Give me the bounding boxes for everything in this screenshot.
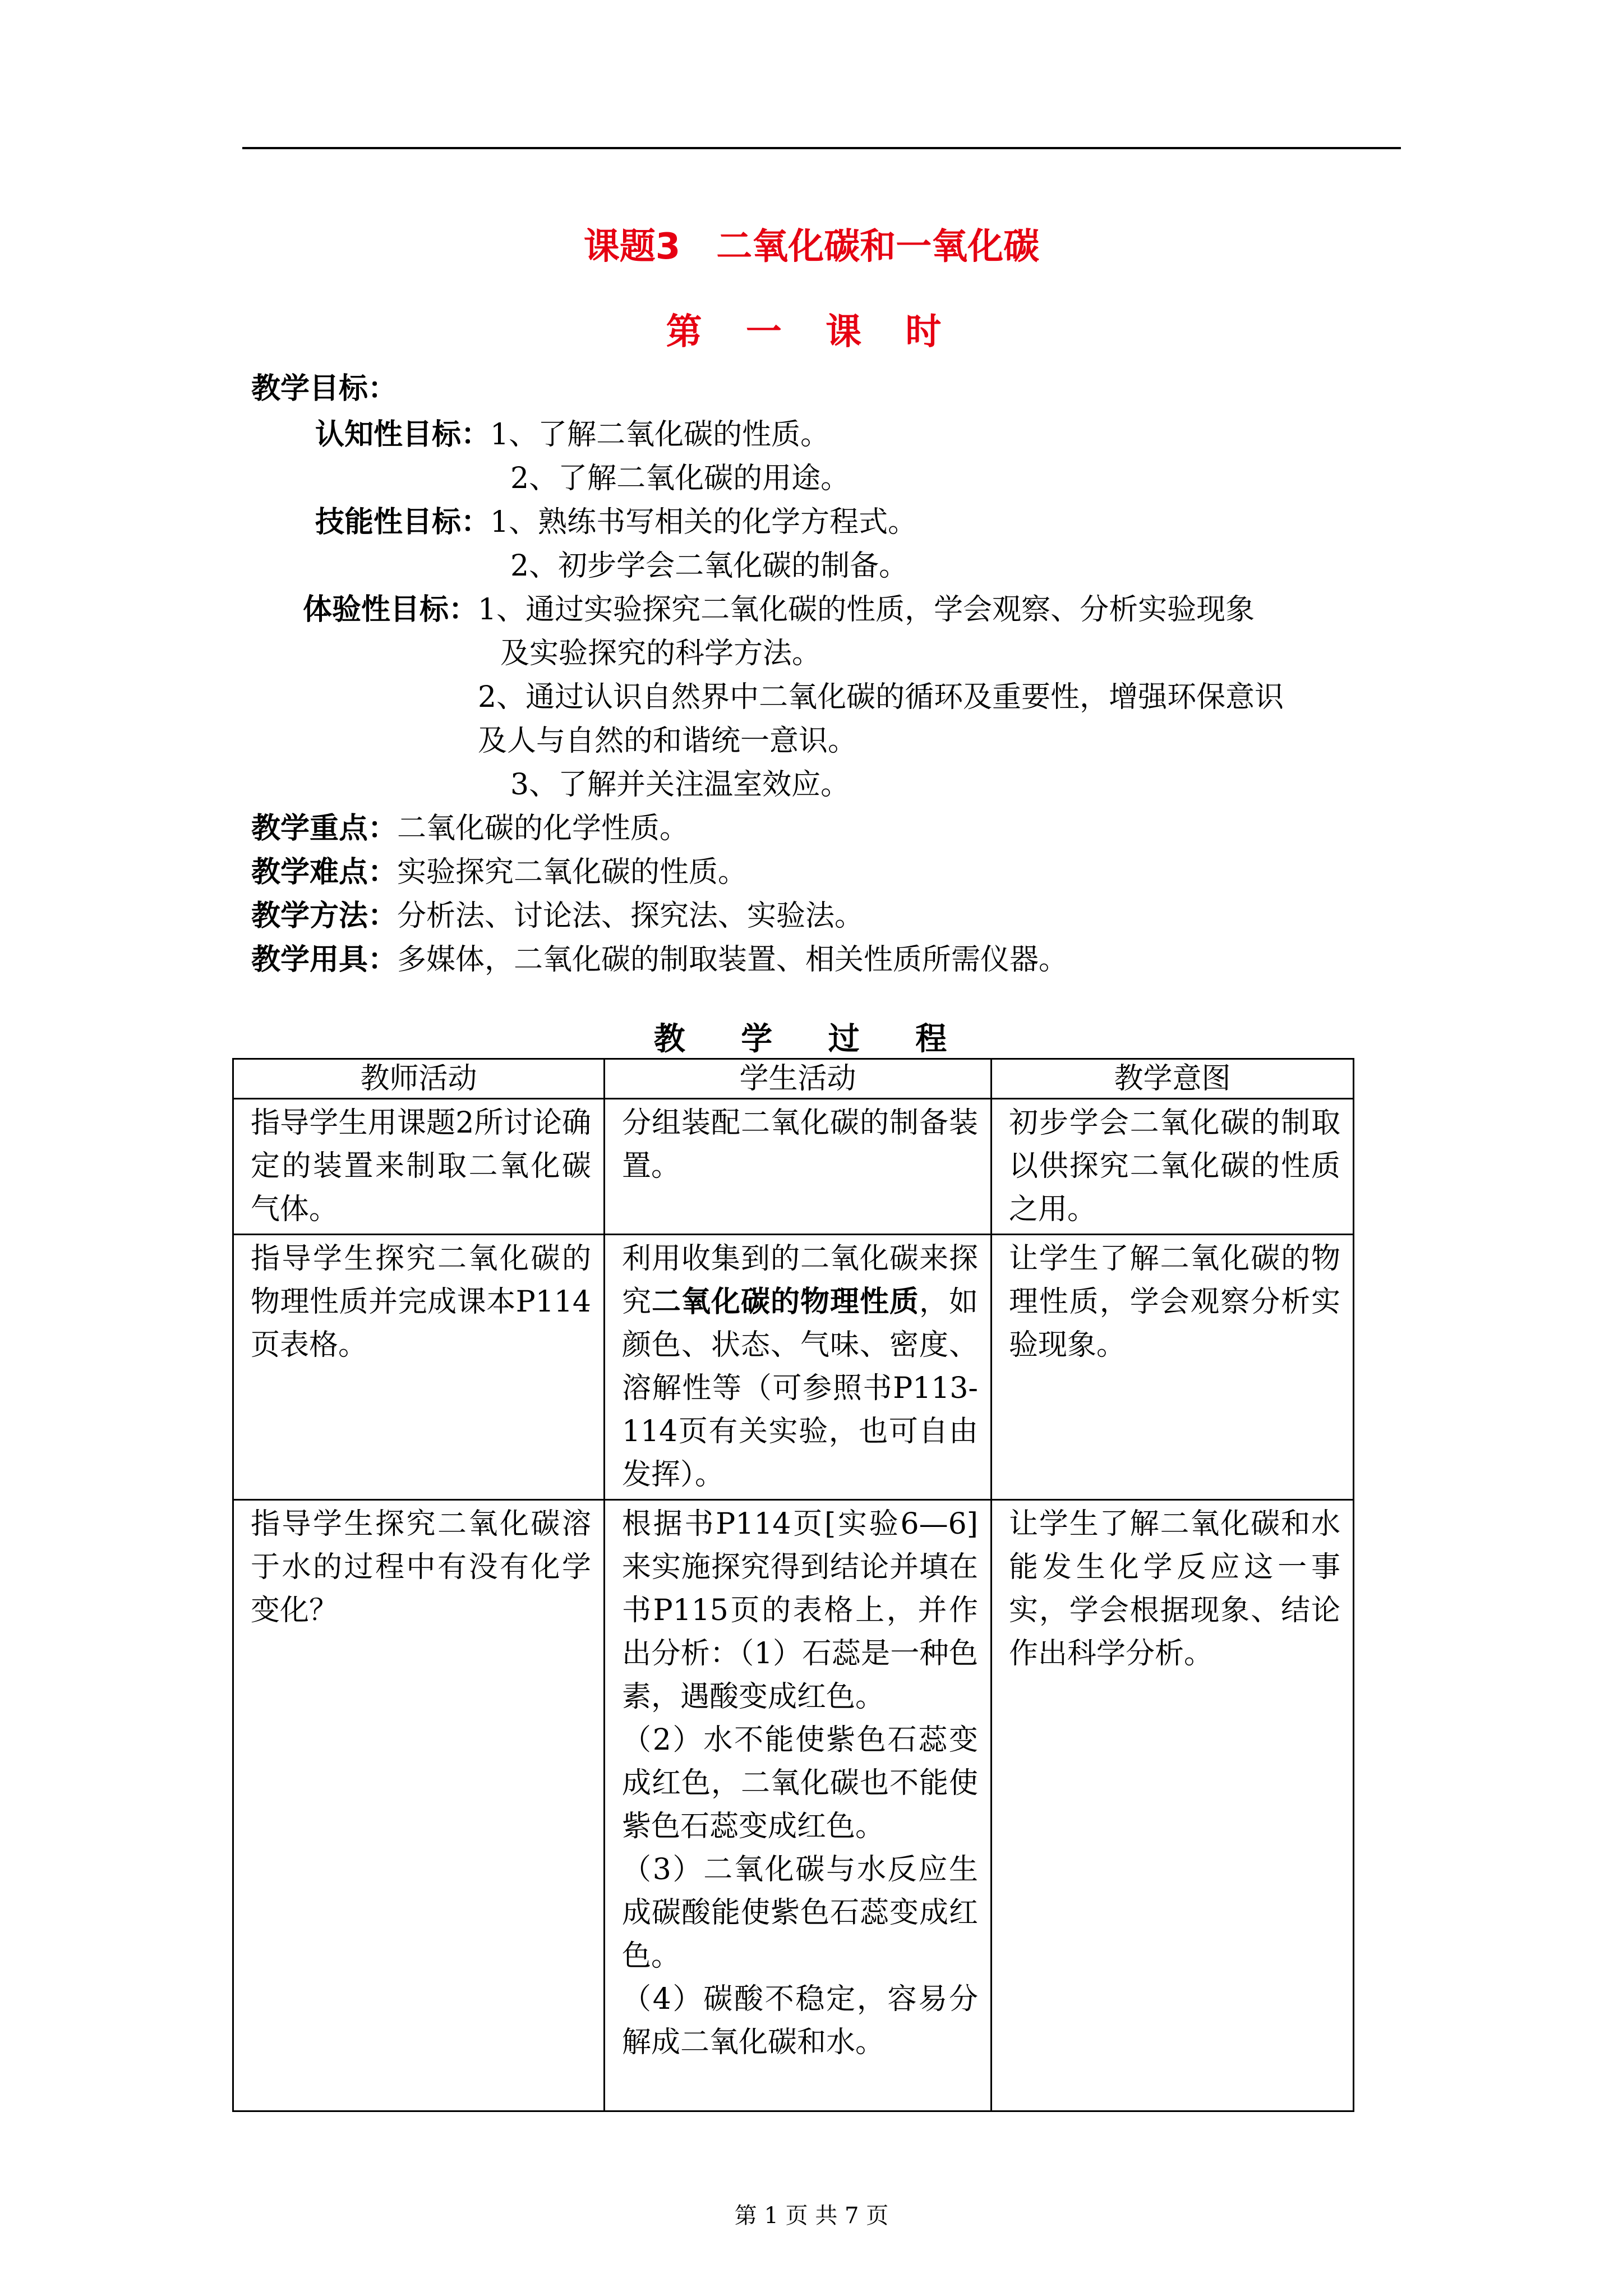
skill-goal-1 <box>315 504 917 541</box>
tools-value: 多媒体，二氧化碳的制取装置、相关性质所需仪器。 <box>397 943 1068 977</box>
experience-label: 体验性目标： <box>303 593 478 627</box>
lesson-subtitle: 第 一 课 时 <box>666 311 957 353</box>
process-table <box>232 1058 1354 2112</box>
header-rule <box>242 147 1401 149</box>
method-value: 分析法、讨论法、探究法、实验法。 <box>397 899 864 933</box>
table-row <box>233 1099 1354 1235</box>
intent-cell: 让学生了解二氧化碳的物理性质，学会观察分析实验现象。 <box>992 1235 1354 1500</box>
experience-item-2a: 2、通过认识自然界中二氧化碳的循环及重要性，增强环保意识 <box>478 680 1284 714</box>
student-cell <box>605 1500 992 2111</box>
cognitive-item-2: 2、了解二氧化碳的用途。 <box>510 462 850 495</box>
difficulty-point <box>251 854 747 891</box>
skill-item-1: 1、熟练书写相关的化学方程式。 <box>490 505 917 539</box>
intent-cell: 让学生了解二氧化碳和水能发生化学反应这一事实，学会根据现象、结论作出科学分析。 <box>992 1500 1354 2111</box>
page-footer: 第 1 页 共 7 页 <box>734 2203 889 2229</box>
key-value: 二氧化碳的化学性质。 <box>397 812 689 845</box>
student-para: （4）碳酸不稳定，容易分解成二氧化碳和水。 <box>622 1982 978 2059</box>
skill-item-2: 2、初步学会二氧化碳的制备。 <box>510 549 909 583</box>
cognitive-goal-1 <box>315 416 829 453</box>
tools-label: 教学用具： <box>251 943 398 977</box>
key-label: 教学重点： <box>251 812 398 845</box>
experience-item-1b: 及实验探究的科学方法。 <box>500 637 822 670</box>
student-text-bold: 二氧化碳的物理性质 <box>652 1285 919 1319</box>
objectives-heading: 教学目标： <box>251 372 398 406</box>
difficulty-label: 教学难点： <box>251 855 398 889</box>
header-student: 学生活动 <box>605 1059 992 1099</box>
student-para: 分组装配二氧化碳的制备装置。 <box>622 1106 978 1183</box>
intent-cell: 初步学会二氧化碳的制取以供探究二氧化碳的性质之用。 <box>992 1099 1354 1235</box>
table-row <box>233 1500 1354 2111</box>
student-text-post: ，如颜色、状态、气味、密度、溶解性等（可参照书P113-114页有关实验，也可自由发挥）。 <box>622 1285 978 1492</box>
lesson-title: 课题3 二氧化碳和一氧化碳 <box>583 226 1040 268</box>
header-teacher: 教师活动 <box>233 1059 605 1099</box>
experience-item-2b: 及人与自然的和谐统一意识。 <box>478 724 857 758</box>
student-text-pre: 利用收集到的二氧化碳来探究 <box>622 1242 978 1319</box>
table-row <box>233 1235 1354 1500</box>
method-label: 教学方法： <box>251 899 398 933</box>
method-point <box>251 898 864 935</box>
experience-item-3: 3、了解并关注温室效应。 <box>510 768 850 802</box>
header-intent: 教学意图 <box>992 1059 1354 1099</box>
cognitive-label: 认知性目标： <box>315 418 491 452</box>
process-caption: 教 学 过 程 <box>653 1021 970 1057</box>
experience-goal-1 <box>303 591 1255 628</box>
experience-item-1a: 1、通过实验探究二氧化碳的性质，学会观察、分析实验现象 <box>478 593 1255 627</box>
tools-point <box>251 941 1068 978</box>
cognitive-item-1: 1、了解二氧化碳的性质。 <box>490 418 830 452</box>
teacher-cell: 指导学生探究二氧化碳溶于水的过程中有没有化学变化？ <box>233 1500 605 2111</box>
student-para: 根据书P114页[实验6—6]来实施探究得到结论并填在书P115页的表格上，并作出分析：（1）石蕊是一种色素，遇酸变成红色。 <box>622 1507 978 1714</box>
student-cell <box>605 1099 992 1235</box>
difficulty-value: 实验探究二氧化碳的性质。 <box>397 855 748 889</box>
table-header-row <box>233 1059 1354 1099</box>
teacher-cell: 指导学生探究二氧化碳的物理性质并完成课本P114页表格。 <box>233 1235 605 1500</box>
key-point <box>251 810 689 847</box>
skill-label: 技能性目标： <box>315 505 491 539</box>
teacher-cell: 指导学生用课题2所讨论确定的装置来制取二氧化碳气体。 <box>233 1099 605 1235</box>
student-cell <box>605 1235 992 1500</box>
student-para: （2）水不能使紫色石蕊变成红色，二氧化碳也不能使紫色石蕊变成红色。 <box>622 1723 978 1843</box>
student-para: （3）二氧化碳与水反应生成碳酸能使紫色石蕊变成红色。 <box>622 1853 978 1973</box>
